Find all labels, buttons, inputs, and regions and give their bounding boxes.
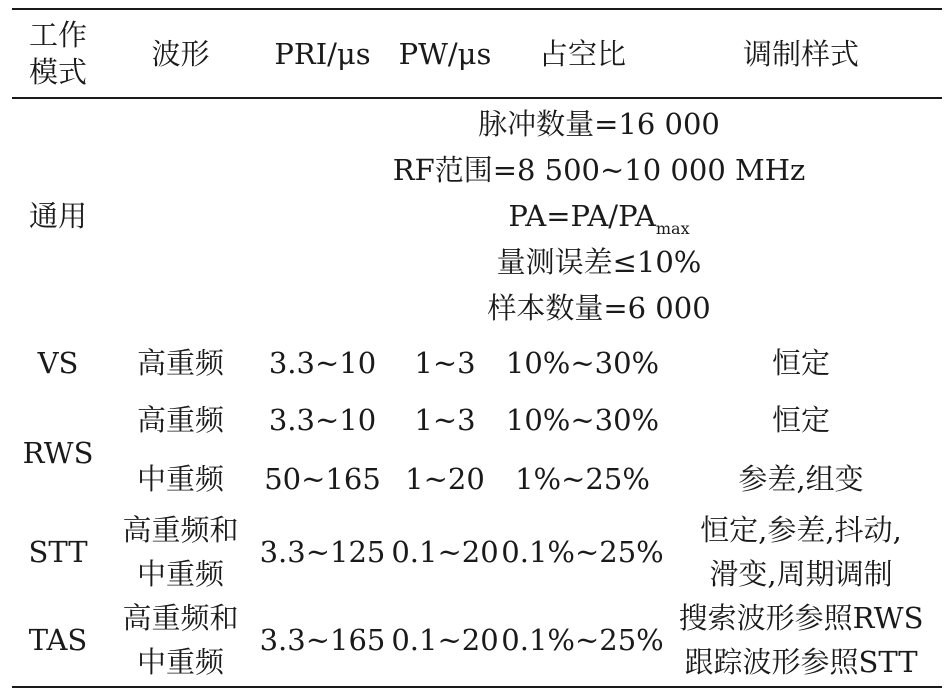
- general-mode: 通用: [28, 199, 87, 233]
- general-line-pulses: 脉冲数量=16 000: [478, 107, 720, 141]
- header-waveform: 波形: [151, 37, 210, 71]
- header-mode-line1: 工作: [28, 18, 87, 52]
- stt-waveform-line1: 高重频和: [122, 513, 239, 547]
- stt-mod-line1: 恒定,参差,抖动,: [700, 513, 902, 547]
- table-row-rws2-pw: 1~20: [405, 462, 485, 496]
- header-duty: 占空比: [538, 37, 626, 71]
- tas-mod-line2: 跟踪波形参照STT: [684, 645, 918, 679]
- general-content: [256, 102, 942, 330]
- general-line-samples: 样本数量=6 000: [487, 291, 711, 325]
- table-row-rws-mode: RWS: [22, 436, 94, 470]
- table-row-stt-mod: [660, 509, 942, 595]
- tas-waveform-line1: 高重频和: [122, 601, 239, 635]
- tas-mod-line1: 搜索波形参照RWS: [678, 601, 924, 635]
- tas-waveform-line2: 中重频: [136, 645, 224, 679]
- table-bottom-rule: [12, 686, 942, 688]
- pa-max-subscript: max: [655, 219, 690, 238]
- table-row-vs-mod: 恒定: [771, 346, 830, 380]
- table-row-tas-mode: TAS: [28, 623, 88, 657]
- table-row-rws1-pw: 1~3: [414, 403, 476, 437]
- table-row-rws1-pri: 3.3~10: [268, 403, 377, 437]
- table-row-vs-duty: 10%~30%: [505, 346, 660, 380]
- table-row-rws1-waveform: 高重频: [136, 403, 224, 437]
- stt-mod-line2: 滑变,周期调制: [709, 557, 893, 591]
- table-top-rule: [12, 8, 942, 10]
- table-row-rws1-mod: 恒定: [771, 403, 830, 437]
- general-line-error: 量测误差≤10%: [496, 245, 702, 279]
- table-row-tas-mod: [660, 597, 942, 683]
- table-row-rws2-pri: 50~165: [264, 462, 381, 496]
- header-modulation: 调制样式: [742, 37, 859, 71]
- table-row-vs-waveform: 高重频: [136, 346, 224, 380]
- table-row-vs-pri: 3.3~10: [268, 346, 377, 380]
- table-row-stt-pw: 0.1~20: [391, 535, 499, 569]
- table-row-vs-mode: VS: [37, 346, 79, 380]
- table-row-stt-duty: 0.1%~25%: [501, 535, 664, 569]
- table-row-stt-pri: 3.3~125: [259, 535, 386, 569]
- table-row-vs-pw: 1~3: [414, 346, 476, 380]
- table-row-rws2-mod: 参差,组变: [738, 462, 864, 496]
- table-row-rws2-waveform: 中重频: [136, 462, 224, 496]
- table-row-stt-mode: STT: [28, 535, 88, 569]
- table-row-rws1-duty: 10%~30%: [505, 403, 660, 437]
- header-rule: [12, 97, 942, 99]
- table-row-tas-pw: 0.1~20: [391, 623, 499, 657]
- table-row-rws2-duty: 1%~25%: [515, 462, 650, 496]
- header-pri: PRI/μs: [274, 37, 371, 71]
- table-row-tas-pri: 3.3~165: [259, 623, 386, 657]
- table-row-stt-waveform: [108, 509, 253, 595]
- table-row-tas-duty: 0.1%~25%: [501, 623, 664, 657]
- header-pw: PW/μs: [398, 37, 492, 71]
- header-mode-line2: 模式: [28, 55, 87, 89]
- general-line-rf: RF范围=8 500~10 000 MHz: [392, 153, 806, 187]
- stt-waveform-line2: 中重频: [136, 557, 224, 591]
- general-line-pa: $PA=PA/PA_{max}$: [508, 199, 690, 238]
- header-mode: [12, 14, 104, 94]
- table-row-tas-waveform: [108, 597, 253, 683]
